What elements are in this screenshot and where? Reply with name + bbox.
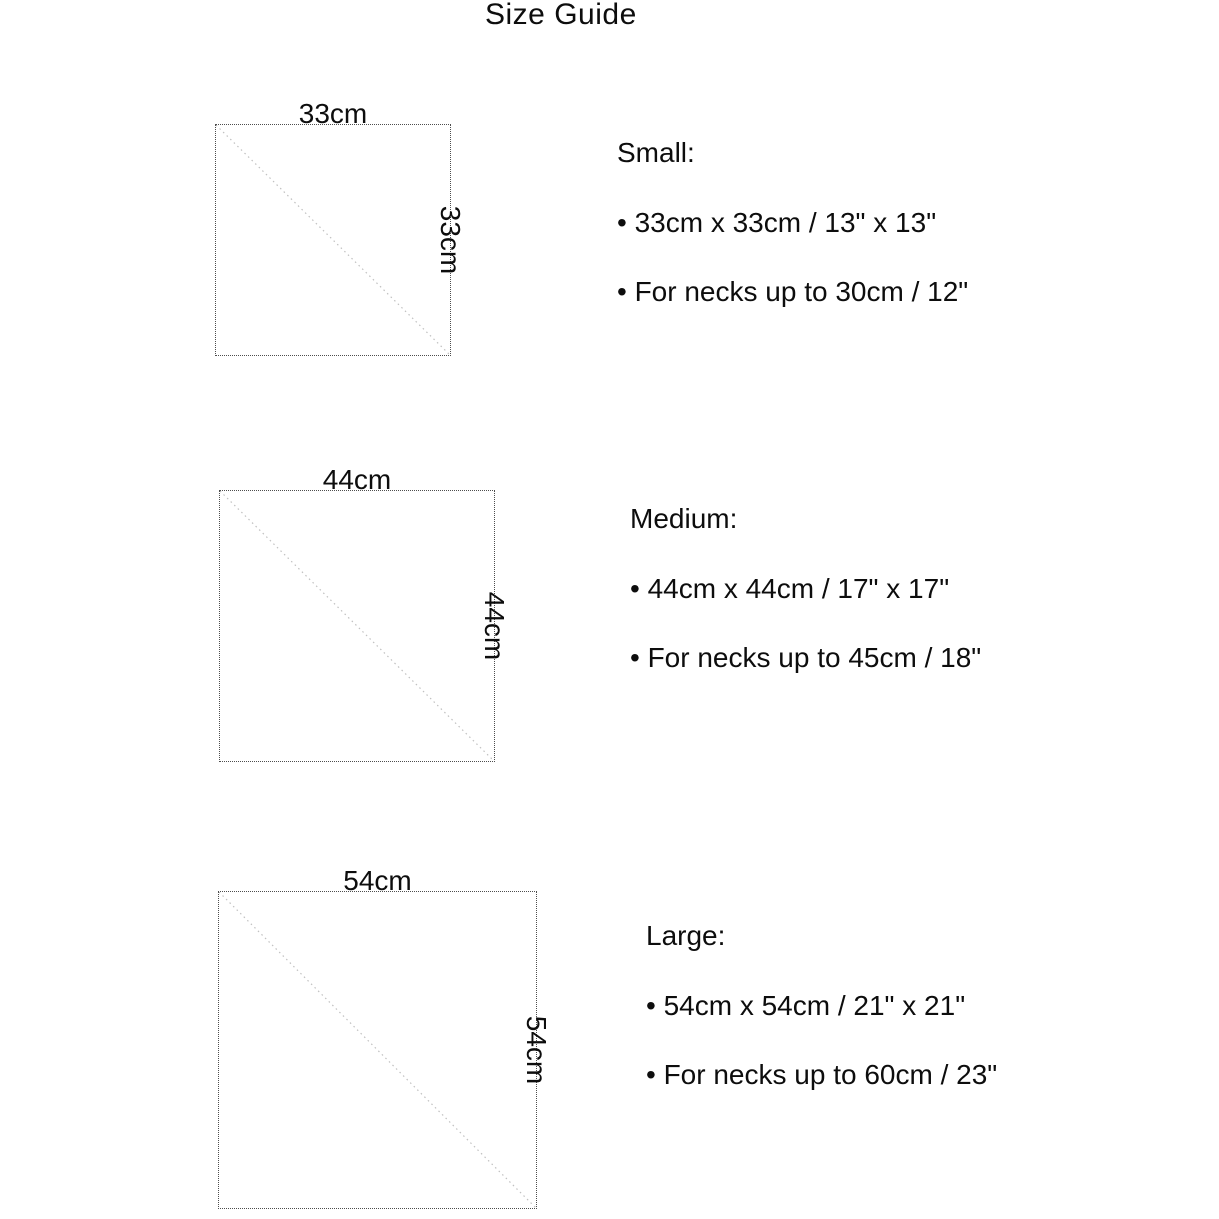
size-spec-dimensions-medium: • 44cm x 44cm / 17" x 17" — [630, 573, 950, 604]
size-spec-neck-medium: • For necks up to 45cm / 18" — [630, 642, 982, 673]
size-heading-medium: Medium: — [630, 503, 738, 534]
size-spec-dimensions-large: • 54cm x 54cm / 21" x 21" — [646, 990, 966, 1021]
size-info-large — [646, 919, 997, 1127]
size-heading-small: Small: — [617, 137, 695, 168]
diagonal-line — [216, 125, 450, 355]
diagonal-line — [220, 491, 494, 761]
size-info-small — [617, 136, 968, 344]
dimension-label-height-large: 54cm — [521, 1015, 552, 1085]
size-spec-dimensions-small: • 33cm x 33cm / 13" x 13" — [617, 207, 937, 238]
diagonal-line — [219, 892, 536, 1208]
size-diagram-large — [218, 865, 552, 1209]
dimension-label-height-small: 33cm — [435, 205, 466, 275]
size-info-medium — [630, 502, 981, 710]
dimension-label-width-small: 33cm — [298, 98, 368, 129]
size-spec-neck-large: • For necks up to 60cm / 23" — [646, 1059, 998, 1090]
size-spec-neck-small: • For necks up to 30cm / 12" — [617, 276, 969, 307]
size-diagram-small — [215, 98, 466, 356]
page-title: Size Guide — [485, 0, 637, 31]
dimension-label-width-medium: 44cm — [322, 464, 392, 495]
size-diagram-medium — [219, 464, 510, 762]
dimension-label-width-large: 54cm — [343, 865, 412, 896]
size-heading-large: Large: — [646, 920, 726, 951]
dimension-label-height-medium: 44cm — [479, 591, 510, 661]
